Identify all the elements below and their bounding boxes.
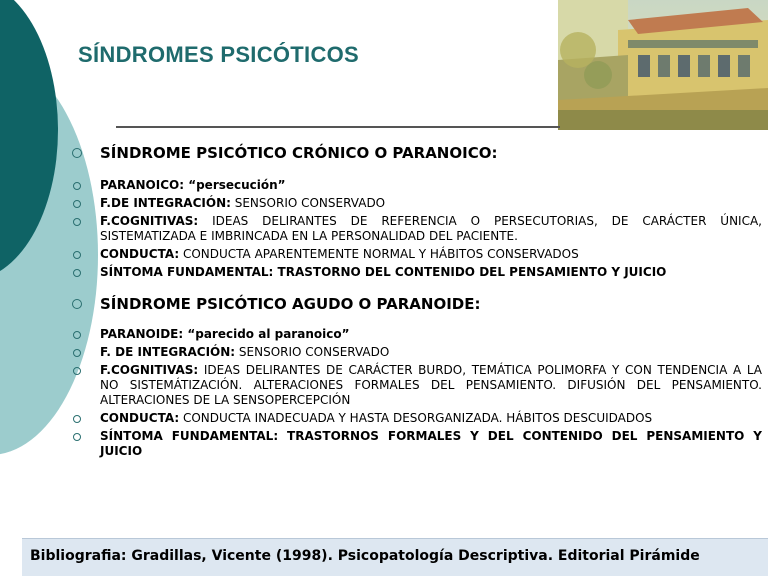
item-label: PARANOIDE: “parecido al paranoico” [100,327,350,341]
list-item [68,247,762,262]
bullet-icon [73,367,81,375]
bullet-icon [73,269,81,277]
list-item [68,214,762,244]
slide-content [68,140,762,459]
item-label: F.COGNITIVAS: [100,214,199,228]
item-label: CONDUCTA: [100,247,180,261]
item-text: SENSORIO CONSERVADO [230,196,386,210]
bullet-icon [73,349,81,357]
list-item [68,265,762,280]
item-label: F.COGNITIVAS: [100,363,199,377]
bullet-icon [72,299,82,309]
item-label: PARANOICO: “persecución” [100,178,286,192]
item-text: IDEAS DELIRANTES DE CARÁCTER BURDO, TEMÁTICA POLIMORFA Y CON TENDENCIA A LA NO SISTEMÁTIZACIÓN. ALTERACIONES FORMALES DEL PENSAMIENTO. DIFUSIÓN DEL PENSAMIENTO. ALTERACIONES DE LA SENSOPERCEPCIÓN [100,363,762,407]
bullet-icon [73,200,81,208]
slide-title: SÍNDROMES PSICÓTICOS [78,42,360,67]
item-label: F.DE INTEGRACIÓN: [100,196,231,210]
bibliography-bar [22,538,768,576]
title-divider [116,126,560,128]
list-item [68,327,762,342]
section-heading-acute [68,294,762,314]
bullet-icon [73,433,81,441]
painting-image [558,0,768,130]
item-label: CONDUCTA: [100,411,180,425]
bullet-icon [73,415,81,423]
item-label: F. DE INTEGRACIÓN: [100,345,236,359]
item-label: SÍNTOMA FUNDAMENTAL: TRASTORNOS FORMALES Y DEL CONTENIDO DEL PENSAMIENTO Y JUICIO [100,429,762,458]
section-heading-text: SÍNDROME PSICÓTICO CRÓNICO O PARANOICO: [100,144,498,162]
list-item [68,411,762,426]
bullet-icon [73,251,81,259]
section-heading-chronic [68,143,762,163]
item-text: SENSORIO CONSERVADO [235,345,390,359]
bullet-icon [73,182,81,190]
item-text: CONDUCTA APARENTEMENTE NORMAL Y HÁBITOS CONSERVADOS [179,247,579,261]
list-item [68,429,762,459]
bullet-icon [73,218,81,226]
list-item [68,363,762,408]
item-label: SÍNTOMA FUNDAMENTAL: TRASTORNO DEL CONTENIDO DEL PENSAMIENTO Y JUICIO [100,265,667,279]
item-text: CONDUCTA INADECUADA Y HASTA DESORGANIZADA. HÁBITOS DESCUIDADOS [179,411,653,425]
bullet-icon [72,148,82,158]
bullet-icon [73,331,81,339]
list-item [68,196,762,211]
list-item [68,178,762,193]
list-item [68,345,762,360]
bibliography-text: Bibliografia: Gradillas, Vicente (1998). Psicopatología Descriptiva. Editorial Pirámide [30,548,700,564]
item-text: IDEAS DELIRANTES DE REFERENCIA O PERSECUTORIAS, DE CARÁCTER ÚNICA, SISTEMATIZADA E IMBRINCADA EN LA PERSONALIDAD DEL PACIENTE. [100,214,762,243]
section-heading-text: SÍNDROME PSICÓTICO AGUDO O PARANOIDE: [100,295,481,313]
